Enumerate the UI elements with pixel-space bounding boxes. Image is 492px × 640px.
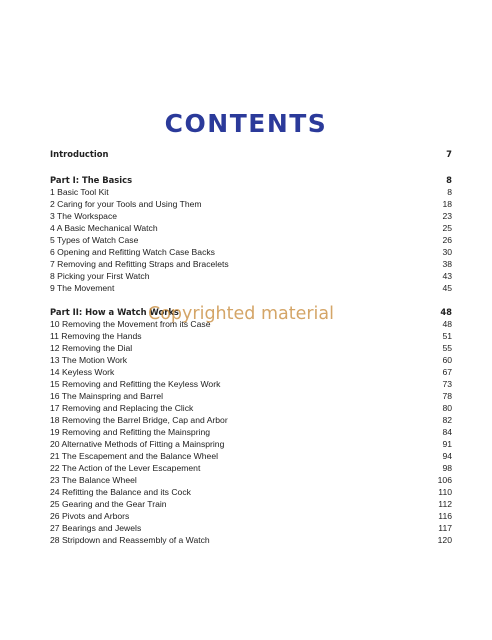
toc-entry [50,198,452,210]
toc-entry-introduction [50,148,452,160]
toc-entry-label: 18 Removing the Barrel Bridge, Cap and Arbor [50,415,228,425]
toc-entry [50,498,452,510]
toc-entry-label: 8 Picking your First Watch [50,271,150,281]
toc-entry-label: 5 Types of Watch Case [50,235,139,245]
toc-entry-page: 18 [442,199,452,209]
toc-entry [50,390,452,402]
toc-entry [50,450,452,462]
toc-entry-page: 120 [437,535,452,545]
toc-entry-page: 80 [442,403,452,413]
toc-entry-label: 3 The Workspace [50,211,118,221]
part-2-chapter-list [50,318,452,546]
toc-entry-page: 98 [442,463,452,473]
toc-part-label: Part I: The Basics [50,175,133,185]
toc-entry-page: 38 [442,259,452,269]
toc-entry-label: 25 Gearing and the Gear Train [50,499,167,509]
toc-entry-label: 22 The Action of the Lever Escapement [50,463,201,473]
toc-entry-label: 13 The Motion Work [50,355,128,365]
toc-entry-page: 78 [442,391,452,401]
toc-entry-page: 117 [438,523,452,533]
toc-entry-page: 26 [442,235,452,245]
toc-entry [50,462,452,474]
toc-entry [50,330,452,342]
toc-entry-page: 43 [442,271,452,281]
table-of-contents [50,148,452,546]
toc-entry [50,510,452,522]
toc-entry-page: 106 [437,475,452,485]
toc-entry [50,258,452,270]
toc-entry-label: 24 Refitting the Balance and its Cock [50,487,191,497]
toc-entry-page: 94 [442,451,452,461]
toc-entry-page: 84 [442,427,452,437]
toc-entry-page: 51 [442,331,452,341]
toc-entry-label: 21 The Escapement and the Balance Wheel [50,451,219,461]
toc-entry [50,522,452,534]
toc-entry [50,366,452,378]
toc-entry-page: 7 [446,149,452,159]
toc-entry [50,210,452,222]
toc-entry [50,426,452,438]
toc-entry-label: 12 Removing the Dial [50,343,133,353]
toc-entry-page: 25 [442,223,452,233]
toc-entry-label: 10 Removing the Movement from its Case [50,319,211,329]
toc-entry-label: 17 Removing and Replacing the Click [50,403,194,413]
toc-entry-label: 9 The Movement [50,283,115,293]
toc-entry-page: 48 [442,319,452,329]
toc-entry-page: 116 [438,511,452,521]
toc-entry-page: 8 [447,187,452,197]
toc-entry-label: 14 Keyless Work [50,367,115,377]
toc-entry [50,246,452,258]
toc-entry-label: 4 A Basic Mechanical Watch [50,223,158,233]
toc-entry-label: 28 Stripdown and Reassembly of a Watch [50,535,210,545]
toc-entry-page: 23 [442,211,452,221]
toc-entry-page: 91 [442,439,452,449]
toc-entry-label: 15 Removing and Refitting the Keyless Work [50,379,221,389]
toc-entry-label: Introduction [50,149,109,159]
toc-entry-label: 19 Removing and Refitting the Mainspring [50,427,211,437]
toc-entry-label: 6 Opening and Refitting Watch Case Backs [50,247,215,257]
toc-entry [50,234,452,246]
toc-entry [50,282,452,294]
toc-entry-label: 7 Removing and Refitting Straps and Bracelets [50,259,229,269]
toc-entry-page: 110 [438,487,452,497]
toc-entry [50,402,452,414]
toc-entry-page: 55 [442,343,452,353]
toc-entry [50,186,452,198]
toc-entry [50,474,452,486]
toc-part-heading-2 [50,306,452,318]
toc-entry-page: 60 [442,355,452,365]
toc-entry [50,270,452,282]
toc-part-page: 48 [440,307,452,317]
toc-part-heading-1 [50,174,452,186]
copyright-watermark: Copyrighted material [148,304,334,324]
toc-entry-page: 67 [442,367,452,377]
part-1-chapter-list [50,186,452,294]
toc-entry [50,342,452,354]
toc-entry [50,354,452,366]
toc-part-page: 8 [446,175,452,185]
toc-entry-page: 30 [442,247,452,257]
toc-entry-label: 26 Pivots and Arbors [50,511,130,521]
toc-entry-page: 82 [442,415,452,425]
toc-entry-label: 23 The Balance Wheel [50,475,137,485]
toc-entry [50,378,452,390]
toc-entry-page: 73 [442,379,452,389]
toc-entry-page: 45 [442,283,452,293]
toc-entry [50,534,452,546]
toc-entry-label: 27 Bearings and Jewels [50,523,142,533]
toc-entry-label: 11 Removing the Hands [50,331,142,341]
toc-part-label: Part II: How a Watch Works [50,307,179,317]
toc-entry-page: 112 [438,499,452,509]
toc-entry [50,438,452,450]
toc-entry-label: 1 Basic Tool Kit [50,187,109,197]
toc-entry-label: 2 Caring for your Tools and Using Them [50,199,202,209]
toc-entry [50,318,452,330]
toc-entry [50,414,452,426]
toc-entry [50,222,452,234]
toc-entry-label: 16 The Mainspring and Barrel [50,391,164,401]
toc-entry-label: 20 Alternative Methods of Fitting a Mainspring [50,439,225,449]
page-title: CONTENTS [164,108,328,138]
toc-entry [50,486,452,498]
